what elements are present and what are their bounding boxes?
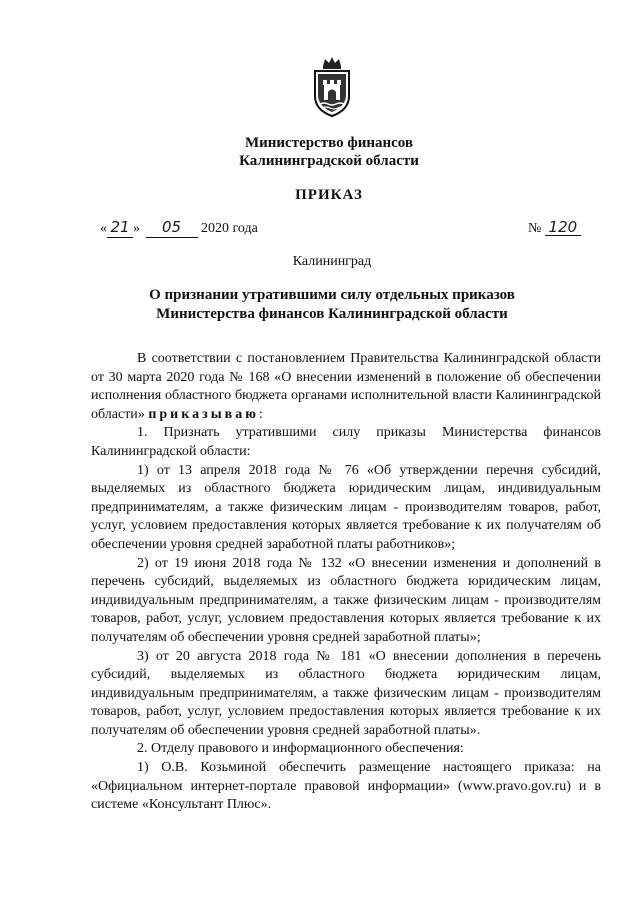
date-day: 21 — [110, 218, 130, 236]
coat-of-arms-icon — [311, 56, 353, 118]
paragraph-subitem-1: 1) от 13 апреля 2018 года № 76 «Об утверждении перечня субсидий, выделяемых из областного бюджета юридическим лицам, индивидуальным предпринимателям, а также физическим лицам - производителям товаров, работ, услуг, условием предоставления которых является требование к их получателям об обеспечении уровня средней заработной платы работников»; — [91, 462, 601, 552]
date-quote-open: « — [100, 221, 107, 236]
preamble-decree-word: приказываю — [148, 406, 259, 422]
order-title-line2: Министерства финансов Калининградской области — [156, 306, 508, 322]
preamble-text: В соответствии с постановлением Правительства Калининградской области от 30 марта 2020 года № 168 «О внесении изменений в положение об обеспечении исполнения областного бюджета органами исполнительной власти Калининградской области» — [91, 351, 601, 422]
document-type: ПРИКАЗ — [295, 187, 363, 203]
ministry-name-line1: Министерство финансов — [244, 135, 414, 151]
number-prefix: № — [528, 221, 542, 236]
order-title-line1: О признании утратившими силу отдельных приказов — [149, 287, 515, 303]
paragraph-item-2-subitem-1: 1) О.В. Козьминой обеспечить размещение настоящего приказа: на «Официальном интернет-портале правовой информации» (www.pravo.gov.ru) и в системе «Консультант Плюс». — [91, 760, 601, 813]
paragraph-subitem-3: 3) от 20 августа 2018 года № 181 «О внесении дополнения в перечень субсидий, выделяемых из областного бюджета юридическим лицам, индивидуальным предпринимателям, а также физическим лицам - производителям товаров, работ, услуг, условием предоставления которых является требование к их получателям об обеспечении уровня средней заработной платы». — [91, 648, 601, 738]
paragraph-subitem-2: 2) от 19 июня 2018 года № 132 «О внесении изменения и дополнений в перечень субсидий, выделяемых из областного бюджета юридическим лицам, индивидуальным предпринимателям, а также физическим лицам - производителям товаров, работ, услуг, условием предоставления которых является требование к их получателям об обеспечении уровня средней заработной платы»; — [91, 555, 601, 645]
date-month: 05 — [161, 218, 182, 236]
city-name: Калининград — [292, 254, 372, 269]
ministry-name-line2: Калининградской области — [239, 153, 419, 169]
number-value: 120 — [545, 219, 581, 236]
order-date — [100, 219, 258, 239]
preamble-end: : — [258, 406, 263, 422]
date-quote-close: » — [133, 221, 140, 236]
paragraph-preamble — [91, 350, 601, 424]
paragraph-item-2: 2. Отделу правового и информационного обеспечения: — [137, 741, 464, 757]
paragraph-item-1: 1. Признать утратившими силу приказы Министерства финансов Калининградской области: — [91, 425, 601, 459]
order-body — [91, 350, 601, 815]
date-year: 2020 года — [201, 221, 258, 236]
order-number — [528, 219, 581, 237]
